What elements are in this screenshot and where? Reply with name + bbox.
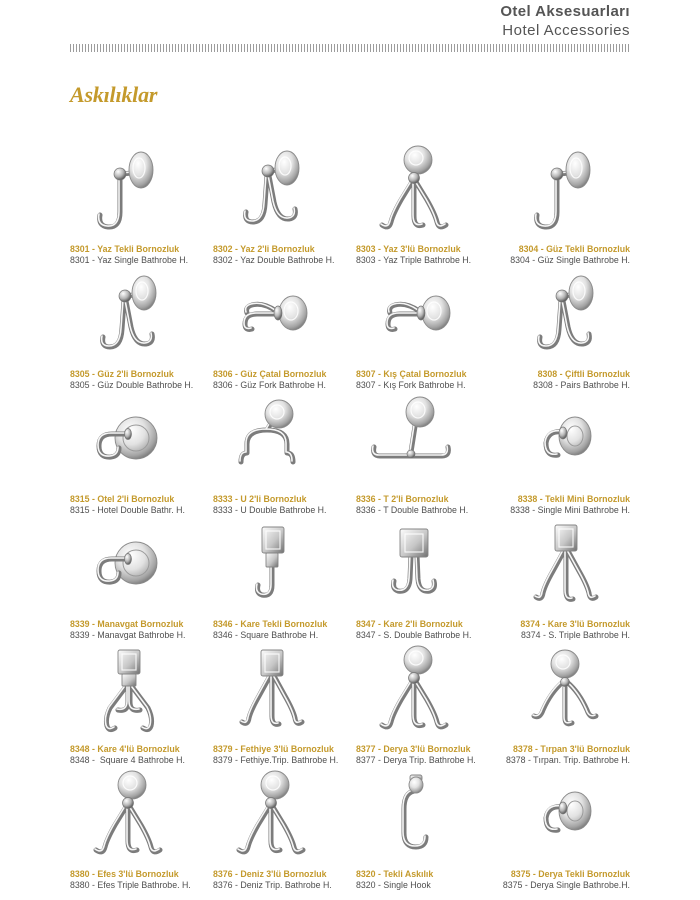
- product-name-tr: 8315 - Otel 2'li Bornozluk: [70, 494, 175, 504]
- product-card: [356, 387, 499, 515]
- bathrobe-hook-image: [78, 140, 178, 240]
- product-name-en: 8338 - Single Mini Bathrobe H.: [510, 505, 630, 515]
- product-card: [70, 137, 213, 265]
- bathrobe-hook-image: [364, 265, 464, 365]
- product-name-tr: 8379 - Fethiye 3'lü Bornozluk: [213, 744, 334, 754]
- product-name-tr: 8378 - Tırpan 3'lü Bornozluk: [513, 744, 630, 754]
- bathrobe-hook-image: [221, 640, 321, 740]
- product-name-en: 8378 - Tırpan. Trip. Bathrobe H.: [505, 755, 630, 765]
- product-name-tr: 8333 - U 2'li Bornozluk: [213, 494, 307, 504]
- header-title-tr: Otel Aksesuarları: [500, 3, 630, 20]
- product-name-tr: 8338 - Tekli Mini Bornozluk: [517, 494, 630, 504]
- bathrobe-hook-image: [364, 140, 464, 240]
- product-name-en: 8301 - Yaz Single Bathrobe H.: [70, 255, 189, 265]
- bathrobe-hook-image: [78, 390, 178, 490]
- product-card: [213, 762, 356, 890]
- catalog-header: [500, 3, 630, 39]
- product-card: [356, 137, 499, 265]
- product-name-en: 8306 - Güz Fork Bathrobe H.: [213, 380, 326, 390]
- product-card: [499, 637, 630, 765]
- product-card: [356, 637, 499, 765]
- product-name-en: 8315 - Hotel Double Bathr. H.: [70, 505, 185, 515]
- product-name-en: 8375 - Derya Single Bathrobe.H.: [502, 880, 630, 890]
- product-card: [499, 137, 630, 265]
- product-name-en: 8380 - Efes Triple Bathrobe. H.: [70, 880, 191, 890]
- product-name-en: 8307 - Kış Fork Bathrobe H.: [356, 380, 466, 390]
- product-card: [213, 262, 356, 390]
- product-name-en: 8333 - U Double Bathrobe H.: [213, 505, 327, 515]
- product-name-en: 8347 - S. Double Bathrobe H.: [356, 630, 472, 640]
- product-name-tr: 8303 - Yaz 3'lü Bornozluk: [356, 244, 461, 254]
- product-card: [356, 262, 499, 390]
- section-title: Askılıklar: [70, 82, 158, 107]
- product-card: [70, 762, 213, 890]
- product-name-tr: 8308 - Çiftli Bornozluk: [537, 369, 630, 379]
- bathrobe-hook-image: [364, 515, 464, 615]
- product-name-en: 8304 - Güz Single Bathrobe H.: [510, 255, 630, 265]
- product-name-tr: 8376 - Deniz 3'lü Bornozluk: [213, 869, 327, 879]
- product-name-tr: 8301 - Yaz Tekli Bornozluk: [70, 244, 180, 254]
- product-card: [213, 137, 356, 265]
- product-card: [70, 512, 213, 640]
- bathrobe-hook-image: [364, 640, 464, 740]
- product-card: [356, 512, 499, 640]
- product-name-en: 8302 - Yaz Double Bathrobe H.: [213, 255, 335, 265]
- bathrobe-hook-image: [78, 765, 178, 865]
- product-name-tr: 8380 - Efes 3'lü Bornozluk: [70, 869, 179, 879]
- product-card: [213, 637, 356, 765]
- product-name-tr: 8377 - Derya 3'lü Bornozluk: [356, 744, 471, 754]
- product-name-en: 8320 - Single Hook: [356, 880, 431, 890]
- bathrobe-hook-image: [364, 390, 464, 490]
- bathrobe-hook-image: [515, 640, 615, 740]
- product-grid: [70, 137, 630, 890]
- product-name-tr: 8374 - Kare 3'lü Bornozluk: [520, 619, 630, 629]
- product-name-tr: 8302 - Yaz 2'li Bornozluk: [213, 244, 315, 254]
- product-name-en: 8348 - Square 4 Bathrobe H.: [70, 755, 185, 765]
- product-card: [213, 387, 356, 515]
- bathrobe-hook-image: [515, 265, 615, 365]
- product-name-tr: 8339 - Manavgat Bornozluk: [70, 619, 184, 629]
- product-name-en: 8336 - T Double Bathrobe H.: [356, 505, 469, 515]
- product-name-tr: 8347 - Kare 2'li Bornozluk: [356, 619, 463, 629]
- bathrobe-hook-image: [221, 390, 321, 490]
- product-card: [70, 262, 213, 390]
- product-name-en: 8379 - Fethiye.Trip. Bathrobe H.: [213, 755, 339, 765]
- bathrobe-hook-image: [515, 515, 615, 615]
- product-card: [499, 762, 630, 890]
- product-name-tr: 8336 - T 2'li Bornozluk: [356, 494, 449, 504]
- product-card: [499, 262, 630, 390]
- product-name-en: 8374 - S. Triple Bathrobe H.: [520, 630, 630, 640]
- product-name-en: 8308 - Pairs Bathrobe H.: [533, 380, 630, 390]
- product-name-en: 8377 - Derya Trip. Bathrobe H.: [356, 755, 476, 765]
- product-card: [356, 762, 499, 890]
- product-name-en: 8303 - Yaz Triple Bathrobe H.: [356, 255, 472, 265]
- bathrobe-hook-image: [78, 515, 178, 615]
- product-name-tr: 8306 - Güz Çatal Bornozluk: [213, 369, 327, 379]
- product-card: [213, 512, 356, 640]
- bathrobe-hook-image: [364, 765, 464, 865]
- product-name-en: 8305 - Güz Double Bathrobe H.: [70, 380, 194, 390]
- bathrobe-hook-image: [221, 265, 321, 365]
- product-card: [70, 637, 213, 765]
- bathrobe-hook-image: [515, 390, 615, 490]
- striped-divider: [70, 44, 630, 52]
- bathrobe-hook-image: [515, 765, 615, 865]
- product-name-en: 8339 - Manavgat Bathrobe H.: [70, 630, 186, 640]
- bathrobe-hook-image: [78, 640, 178, 740]
- bathrobe-hook-image: [515, 140, 615, 240]
- product-name-tr: 8307 - Kış Çatal Bornozluk: [356, 369, 467, 379]
- product-card: [70, 387, 213, 515]
- product-name-tr: 8304 - Güz Tekli Bornozluk: [518, 244, 630, 254]
- product-card: [499, 512, 630, 640]
- bathrobe-hook-image: [221, 140, 321, 240]
- bathrobe-hook-image: [221, 515, 321, 615]
- bathrobe-hook-image: [78, 265, 178, 365]
- product-name-tr: 8375 - Derya Tekli Bornozluk: [510, 869, 630, 879]
- product-name-tr: 8320 - Tekli Askılık: [356, 869, 434, 879]
- bathrobe-hook-image: [221, 765, 321, 865]
- product-name-tr: 8346 - Kare Tekli Bornozluk: [213, 619, 328, 629]
- header-title-en: Hotel Accessories: [502, 22, 630, 39]
- product-name-en: 8376 - Deniz Trip. Bathrobe H.: [213, 880, 332, 890]
- product-name-tr: 8305 - Güz 2'li Bornozluk: [70, 369, 174, 379]
- product-card: [499, 387, 630, 515]
- product-name-en: 8346 - Square Bathrobe H.: [213, 630, 319, 640]
- product-name-tr: 8348 - Kare 4'lü Bornozluk: [70, 744, 180, 754]
